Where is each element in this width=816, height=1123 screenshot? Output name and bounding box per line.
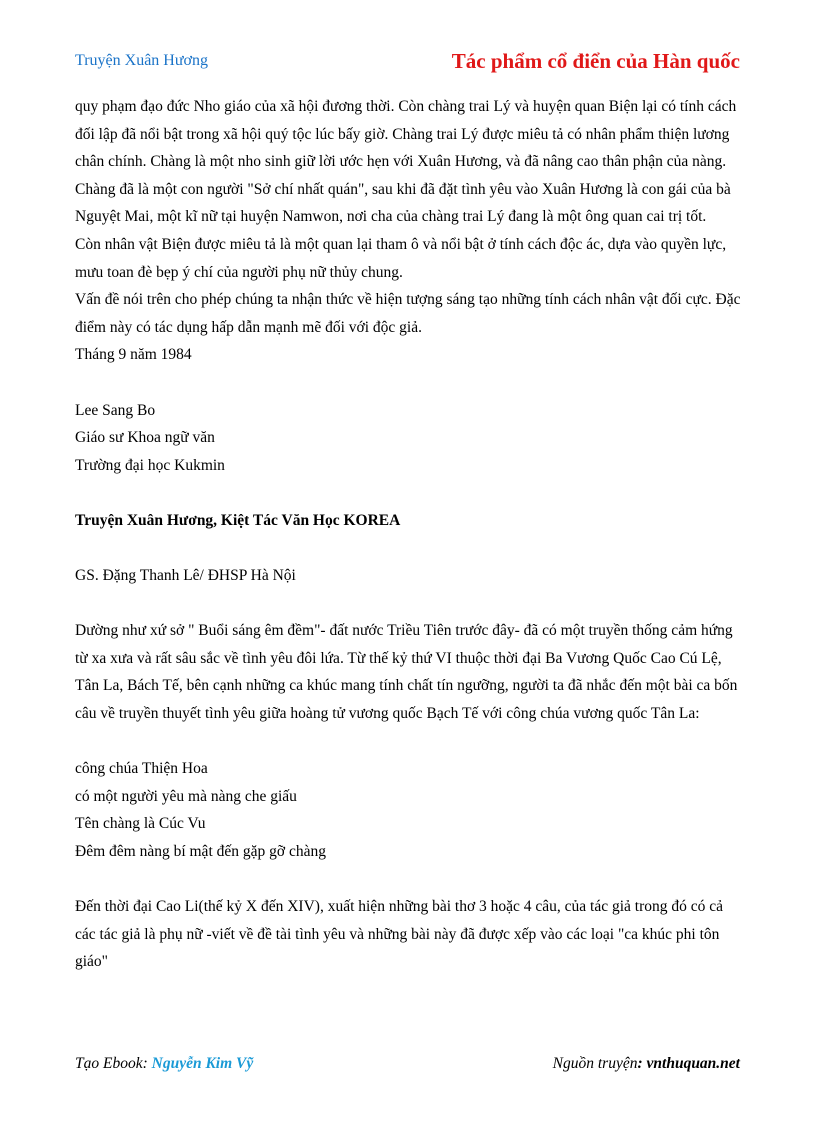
paragraph-1: quy phạm đạo đức Nho giáo của xã hội đương thời. Còn chàng trai Lý và huyện quan Biện lại có tính cách đối lập đã nổi bật trong xã hội quý tộc lúc bấy giờ. Chàng trai Lý được miêu tả có nhân phẩm thiện lương chân chính. Chàng là một nho sinh giữ lời ước hẹn với Xuân Hương, và đã nâng cao thân phận của nàng. Chàng đã là một con người "Sở chí nhất quán", sau khi đã đặt tình yêu vào Xuân Hương là con gái của bà Nguyệt Mai, một kĩ nữ tại huyện Namwon, nơi cha của chàng trai Lý đang là một ông quan cai trị tốt. bbox=[75, 98, 737, 226]
poem-line: có một người yêu mà nàng che giấu bbox=[75, 787, 297, 805]
footer-source-label: Nguồn truyện bbox=[552, 1055, 638, 1072]
footer-source-site: vnthuquan.net bbox=[646, 1055, 740, 1072]
footer-ebook-separator: : bbox=[142, 1055, 152, 1072]
header-book-title: Truyện Xuân Hương bbox=[75, 52, 208, 69]
footer-source-credit bbox=[553, 1055, 740, 1073]
author-line: GS. Đặng Thanh Lê/ ĐHSP Hà Nội bbox=[75, 567, 296, 585]
signature-school: Trường đại học Kukmin bbox=[75, 456, 225, 474]
date-line: Tháng 9 năm 1984 bbox=[75, 346, 192, 364]
section-title: Truyện Xuân Hương, Kiệt Tác Văn Học KOREA bbox=[75, 511, 401, 529]
footer-ebook-credit bbox=[75, 1055, 253, 1073]
footer-ebook-label: Tạo Ebook bbox=[75, 1055, 143, 1072]
paragraph-2: Còn nhân vật Biện được miêu tả là một quan lại tham ô và nổi bật ở tính cách độc ác, dựa vào quyền lực, mưu toan đè bẹp ý chí của người phụ nữ thủy chung. bbox=[75, 235, 727, 281]
paragraph-5: Đến thời đại Cao Li(thế kỷ X đến XIV), xuất hiện những bài thơ 3 hoặc 4 câu, của tác giả trong đó có cả các tác giả là phụ nữ -viết về đề tài tình yêu và những bài này đã được xếp vào các loại "ca khúc phi tôn giáo" bbox=[75, 898, 724, 971]
signature-title: Giáo sư Khoa ngữ văn bbox=[75, 429, 215, 447]
signature-name: Lee Sang Bo bbox=[75, 401, 156, 419]
poem-line: Tên chàng là Cúc Vu bbox=[75, 815, 206, 833]
header-category-title: Tác phẩm cổ điển của Hàn quốc bbox=[451, 49, 740, 73]
footer-source-separator: : bbox=[637, 1055, 647, 1072]
paragraph-4: Dường như xứ sở " Buổi sáng êm đềm"- đất nước Triều Tiên trước đây- đã có một truyền thống cảm hứng từ xa xưa và rất sâu sắc về tình yêu đôi lứa. Từ thế kỷ thứ VI thuộc thời đại Ba Vương Quốc Cao Cú Lệ, Tân La, Bách Tế, bên cạnh những ca khúc mang tính chất tín ngưỡng, người ta đã nhắc đến một bài ca bốn câu về truyền thuyết tình yêu giữa hoàng tử vương quốc Bạch Tế với công chúa vương quốc Tân La: bbox=[75, 622, 738, 723]
poem-line: Đêm đêm nàng bí mật đến gặp gỡ chàng bbox=[75, 843, 326, 861]
body-text bbox=[75, 93, 747, 976]
paragraph-3: Vấn đề nói trên cho phép chúng ta nhận thức về hiện tượng sáng tạo những tính cách nhân vật đối cực. Đặc điểm này có tác dụng hấp dẫn mạnh mẽ đối với độc giả. bbox=[75, 291, 741, 336]
footer-ebook-author: Nguyễn Kim Vỹ bbox=[151, 1055, 254, 1072]
poem-line: công chúa Thiện Hoa bbox=[75, 760, 208, 778]
